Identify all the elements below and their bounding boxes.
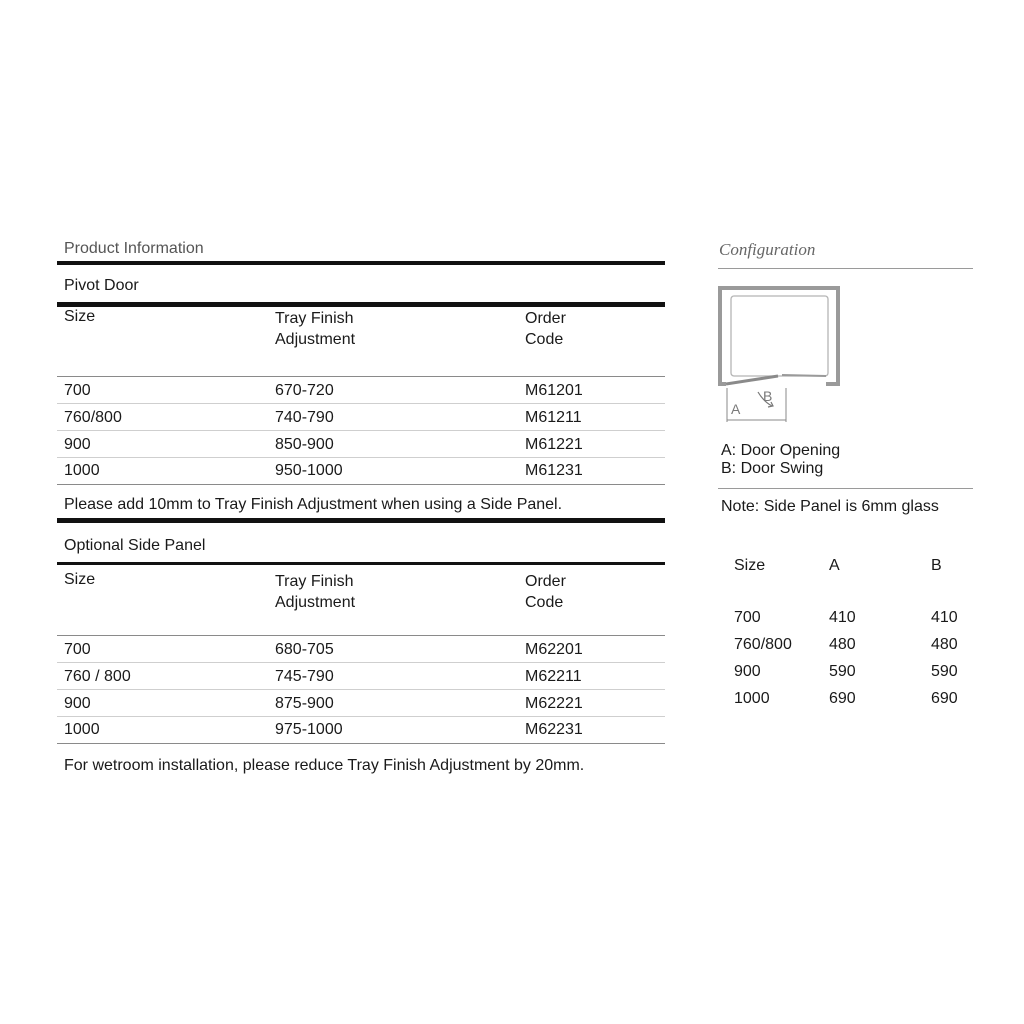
code-cell: M61221 [525, 436, 583, 453]
code-cell: M61211 [525, 409, 582, 426]
a-cell: 480 [829, 636, 856, 653]
pivot-table-end-rule [57, 484, 665, 485]
size-cell: 760/800 [734, 636, 792, 653]
pivot-table-rule [57, 376, 665, 377]
size-cell: 1000 [734, 690, 770, 707]
side-code-header: Order Code [525, 573, 566, 611]
size-cell: 1000 [64, 462, 100, 479]
tray-cell: 975-1000 [275, 721, 343, 738]
legend-door-opening: A: Door Opening [721, 442, 841, 459]
tray-cell: 950-1000 [275, 462, 343, 479]
configuration-heading: Configuration [719, 240, 816, 259]
b-cell: 690 [931, 690, 958, 707]
row-divider [57, 403, 665, 404]
legend-rule [718, 488, 973, 489]
config-a-header: A [829, 557, 840, 574]
tray-cell: 740-790 [275, 409, 334, 426]
tray-cell: 680-705 [275, 641, 334, 658]
config-size-header: Size [734, 557, 766, 574]
door-configuration-diagram [718, 284, 848, 430]
section-divider [57, 518, 665, 523]
pivot-code-header: Order Code [525, 310, 566, 348]
legend-door-swing: B: Door Swing [721, 460, 824, 477]
tray-cell: 850-900 [275, 436, 334, 453]
size-cell: 900 [734, 663, 761, 680]
size-cell: 760/800 [64, 409, 122, 426]
b-cell: 590 [931, 663, 958, 680]
side-panel-glass-note: Note: Side Panel is 6mm glass [721, 498, 939, 515]
code-cell: M61201 [525, 382, 583, 399]
tray-cell: 670-720 [275, 382, 334, 399]
shower-tray [731, 296, 828, 376]
row-divider [57, 457, 665, 458]
side-header-rule [57, 562, 665, 565]
side-panel-title: Optional Side Panel [64, 537, 206, 554]
product-info-heading: Product Information [64, 240, 204, 257]
b-cell: 480 [931, 636, 958, 653]
enclosure-outline [720, 288, 838, 384]
tray-cell: 745-790 [275, 668, 334, 685]
code-cell: M62201 [525, 641, 583, 658]
size-cell: 900 [64, 695, 91, 712]
a-cell: 690 [829, 690, 856, 707]
a-cell: 410 [829, 609, 856, 626]
b-cell: 410 [931, 609, 958, 626]
code-cell: M62221 [525, 695, 583, 712]
size-cell: 760 / 800 [64, 668, 131, 685]
wetroom-note: For wetroom installation, please reduce Tray Finish Adjustment by 20mm. [64, 757, 585, 774]
pivot-note: Please add 10mm to Tray Finish Adjustment when using a Side Panel. [64, 496, 563, 513]
side-size-header: Size [64, 571, 96, 588]
diagram-label-a: A [731, 401, 741, 417]
diagram-label-b: B [763, 388, 773, 404]
code-cell: M62211 [525, 668, 582, 685]
config-b-header: B [931, 557, 942, 574]
side-tray-header: Tray Finish Adjustment [275, 573, 356, 611]
size-cell: 700 [734, 609, 761, 626]
pivot-size-header: Size [64, 308, 96, 325]
row-divider [57, 716, 665, 717]
code-cell: M62231 [525, 721, 583, 738]
size-cell: 900 [64, 436, 91, 453]
a-cell: 590 [829, 663, 856, 680]
heading-rule [57, 261, 665, 265]
pivot-tray-header: Tray Finish Adjustment [275, 310, 356, 348]
pivot-door-title: Pivot Door [64, 277, 139, 294]
fixed-panel [782, 375, 826, 376]
row-divider [57, 662, 665, 663]
configuration-rule [718, 268, 973, 269]
tray-cell: 875-900 [275, 695, 334, 712]
side-table-end-rule [57, 743, 665, 744]
size-cell: 700 [64, 641, 91, 658]
size-cell: 1000 [64, 721, 100, 738]
pivot-header-rule [57, 302, 665, 307]
row-divider [57, 430, 665, 431]
size-cell: 700 [64, 382, 91, 399]
code-cell: M61231 [525, 462, 583, 479]
side-table-rule [57, 635, 665, 636]
row-divider [57, 689, 665, 690]
